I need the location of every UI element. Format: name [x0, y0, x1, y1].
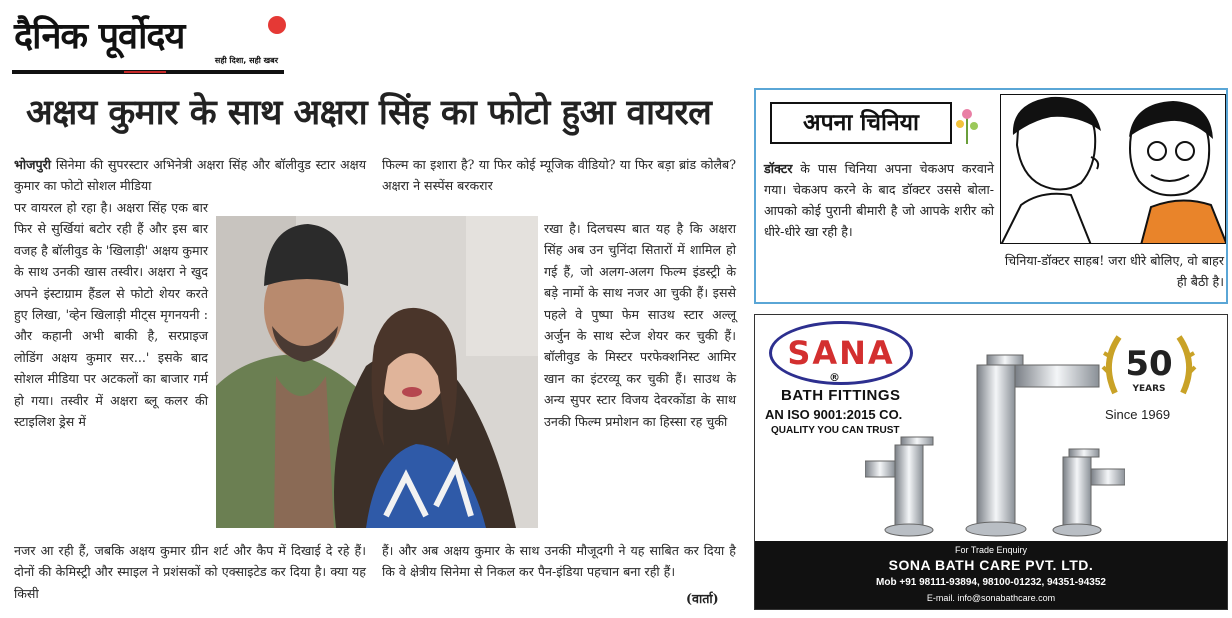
article-lead-word: भोजपुरी [14, 157, 52, 172]
registered-mark: ® [829, 371, 840, 384]
photo-illustration [216, 216, 538, 528]
cartoon-speech: चिनिया-डॉक्टर साहब! जरा धीरे बोलिए, वो बाहर ही बैठी है। [1004, 253, 1224, 289]
newspaper-name: दैनिक पूर्वोदय [14, 16, 185, 57]
ad-iso: AN ISO 9001:2015 CO. [765, 407, 903, 422]
ad-slogan: QUALITY YOU CAN TRUST [771, 425, 900, 436]
cartoon-joke-lead: डॉक्टर [764, 161, 793, 176]
flower-icon [954, 104, 980, 144]
article-column-1-bottom: नजर आ रही हैं, जबकि अक्षय कुमार ग्रीन शर्ट और कैप में दिखाई दे रहे हैं। दोनों की केमिस्ट्री और स्माइल ने प्रशंसकों को एक्साइटेड कर दिया है। क्या यह किसी [14, 543, 366, 601]
ad-email: E-mail. info@sonabathcare.com [926, 593, 1056, 603]
article-column-1-narrow: पर वायरल हो रहा है। अक्षरा सिंह एक बार फिर से सुर्खियां बटोर रही हैं और इस बार वजह है बॉलीवुड के 'खिलाड़ी' अक्षय कुमार के साथ उनकी खास तस्वीर। अक्षरा ने खुद अपने इंस्टाग्राम हैंडल से फोटो शेयर करते हुए लिखा, 'व्हेन खिलाड़ी मीट्स मृगनयनी : और कहानी अभी बाकी है, सरप्राइज लोडिंग अक्षय कुमार सर...' इसके बाद सोशल मीडिया पर अटकलों का बाजार गर्म हो गया। तस्वीर में अक्षरा ब्लू कलर की स्टाइलिश ड्रेस में [14, 200, 208, 430]
tap-faucets-image [865, 345, 1125, 541]
cartoon-box [754, 88, 1228, 304]
brand-name: SANA [787, 334, 895, 372]
article-column-1-top [14, 154, 366, 197]
cartoon-joke-text: के पास चिनिया अपना चेकअप करवाने गया। चेकअप करने के बाद डॉक्टर उससे बोला- आपको कोई पुरानी बीमारी है जो आपके शरीर को धीरे-धीरे खा रही है। [764, 161, 994, 239]
article-credit: (वार्ता) [686, 591, 719, 606]
svg-text:50: 50 [1125, 344, 1173, 384]
cartoon-illustration [1000, 94, 1226, 244]
newspaper-tagline: सही दिशा, सही खबर [214, 56, 278, 65]
cartoon-joke [764, 158, 994, 242]
article-column-2-narrow: रखा है। दिलचस्प बात यह है कि अक्षरा सिंह अब उन चुनिंदा सितारों में शामिल हो गई हैं, जो अलग-अलग फिल्म इंडस्ट्री के बड़े नामों के साथ नजर आ चुकी हैं। इससे पहले वे पुष्पा फेम साउथ स्टार अल्लू अर्जुन के साथ स्टेज शेयर कर चुकी हैं। बॉलीवुड के मिस्टर परफेक्शनिस्ट आमिर खान का इंटरव्यू कर चुकी हैं। साउथ के अन्य सुपर स्टार विजय देवरकोंडा के साथ उनकी फिल्म प्रमोशन का हिस्सा रह चुकी [544, 221, 736, 429]
sana-advertisement [754, 314, 1228, 610]
ad-enquiry: For Trade Enquiry [954, 545, 1028, 555]
article-column-2-top: फिल्म का इशारा है? या फिर कोई म्यूजिक वीडियो? या फिर बड़ा ब्रांड कोलैब? अक्षरा ने सस्पेंस बरकरार [382, 157, 736, 194]
cartoon-title: अपना चिनिया [770, 102, 952, 144]
ad-since: Since 1969 [1105, 407, 1171, 422]
masthead [12, 8, 284, 74]
svg-text:YEARS: YEARS [1132, 384, 1166, 394]
article-col1-top-text: सिनेमा की सुपरस्टार अभिनेत्री अक्षरा सिंह और बॉलीवुड स्टार अक्षय कुमार का फोटो सोशल मीडिया [14, 157, 366, 194]
ad-product: BATH FITTINGS [781, 387, 901, 404]
masthead-red-dot [268, 16, 286, 34]
ad-company: SONA BATH CARE PVT. LTD. [888, 557, 1094, 573]
ad-mobile: Mob +91 98111-93894, 98100-01232, 94351-94352 [876, 577, 1106, 588]
ad-contact-band [755, 541, 1227, 610]
article-headline: अक्षय कुमार के साथ अक्षरा सिंह का फोटो हुआ वायरल [26, 93, 712, 133]
article-column-2-bottom: हैं। और अब अक्षय कुमार के साथ उनकी मौजूदगी ने यह साबित कर दिया है कि वे क्षेत्रीय सिनेमा से निकल कर पैन-इंडिया पहचान बना रही हैं। [382, 543, 736, 580]
article-photo [216, 216, 538, 528]
masthead-red-accent [124, 71, 166, 73]
